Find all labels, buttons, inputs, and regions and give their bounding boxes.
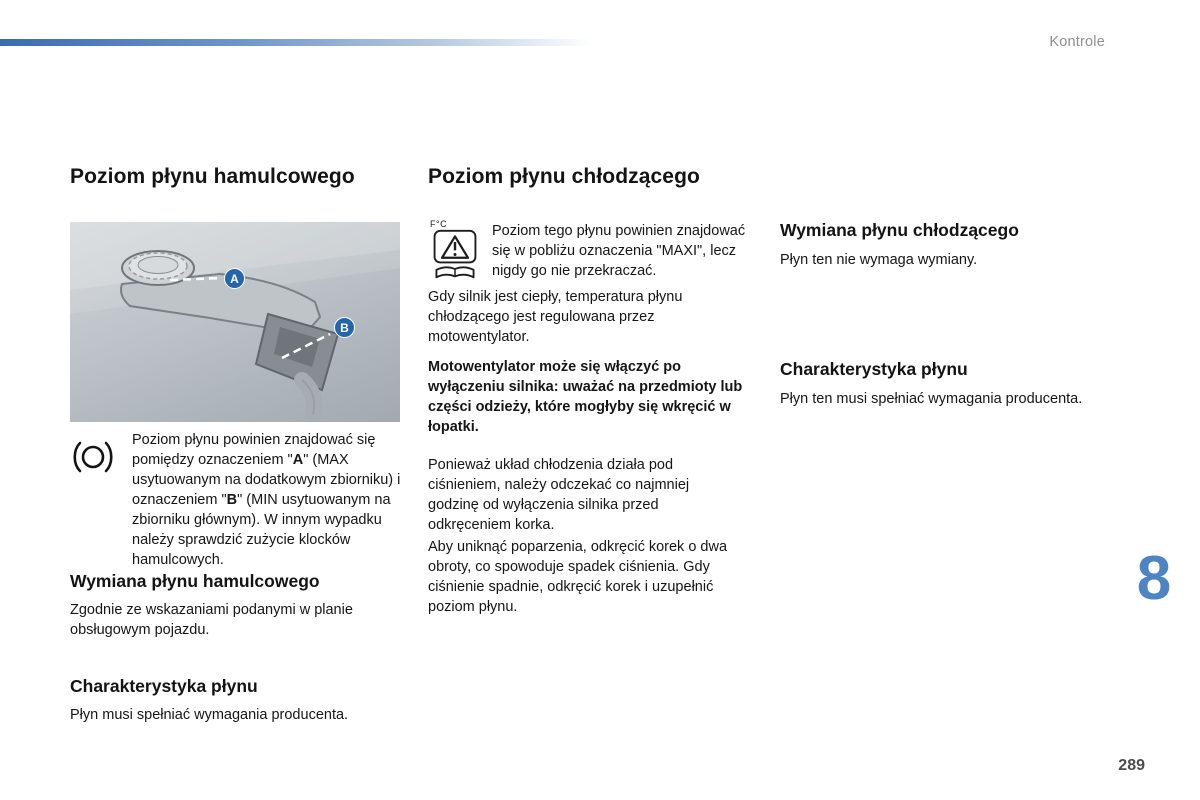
coolant-spec-text: Płyn ten musi spełniać wymagania producenta.	[780, 391, 1083, 407]
brake-level-text: Poziom płynu powinien znajdować się pomiędzy oznaczeniem "A" (MAX usytuowanym na dodatkowym zbiorniku) i oznaczeniem "B" (MIN usytuowanym na zbiorniku głównym). W innym wypadku należy sprawdzić zużycie klocków hamulcowych.	[132, 432, 401, 568]
header-accent-rule	[0, 39, 592, 46]
coolant-warning-icon	[428, 220, 486, 280]
brake-change-text: Zgodnie ze wskazaniami podanymi w planie obsługowym pojazdu.	[70, 602, 353, 638]
coolant-fan-warning-text: Motowentylator może się włączyć po wyłączeniu silnika: uważać na przedmioty lub części odzieży, które mogłyby się wkręcić w łopatki.	[428, 359, 743, 435]
brake-level-note	[70, 430, 402, 570]
brake-section-title: Poziom płynu hamulcowego	[70, 165, 355, 188]
coolant-pressure-text: Ponieważ układ chłodzenia działa pod ciśnieniem, należy odczekać co najmniej godzinę od wyłączenia silnika przed odkręceniem korka.	[428, 457, 690, 533]
brake-change-title: Wymiana płynu hamulcowego	[70, 571, 320, 591]
brake-reservoir-illustration	[70, 222, 400, 422]
diagram-label-a: A	[224, 268, 245, 289]
coolant-fan-text: Gdy silnik jest ciepły, temperatura płynu chłodzącego jest regulowana przez motowentylator.	[428, 289, 683, 345]
coolant-change-title: Wymiana płynu chłodzącego	[780, 220, 1019, 240]
diagram-label-b: B	[334, 317, 355, 338]
brake-spec-text: Płyn musi spełniać wymagania producenta.	[70, 707, 349, 723]
brake-spec-title: Charakterystyka płynu	[70, 676, 258, 696]
coolant-spec-title: Charakterystyka płynu	[780, 359, 968, 379]
coolant-section-title: Poziom płynu chłodzącego	[428, 165, 700, 188]
running-header: Kontrole	[1049, 34, 1105, 50]
coolant-icon-caption: F°C	[430, 219, 448, 229]
coolant-change-text: Płyn ten nie wymaga wymiany.	[780, 252, 978, 268]
page-number: 289	[1118, 757, 1145, 774]
chapter-number: 8	[1136, 544, 1172, 613]
brake-warning-icon	[70, 430, 132, 570]
coolant-burn-text: Aby uniknąć poparzenia, odkręcić korek o dwa obroty, co spowoduje spadek ciśnienia. Gdy ciśnienie spadnie, odkręcić korek i uzupełnić poziom płynu.	[428, 539, 728, 615]
coolant-intro-text: Poziom tego płynu powinien znajdować się w pobliżu oznaczenia "MAXI", lecz nigdy go nie przekraczać.	[492, 223, 746, 279]
